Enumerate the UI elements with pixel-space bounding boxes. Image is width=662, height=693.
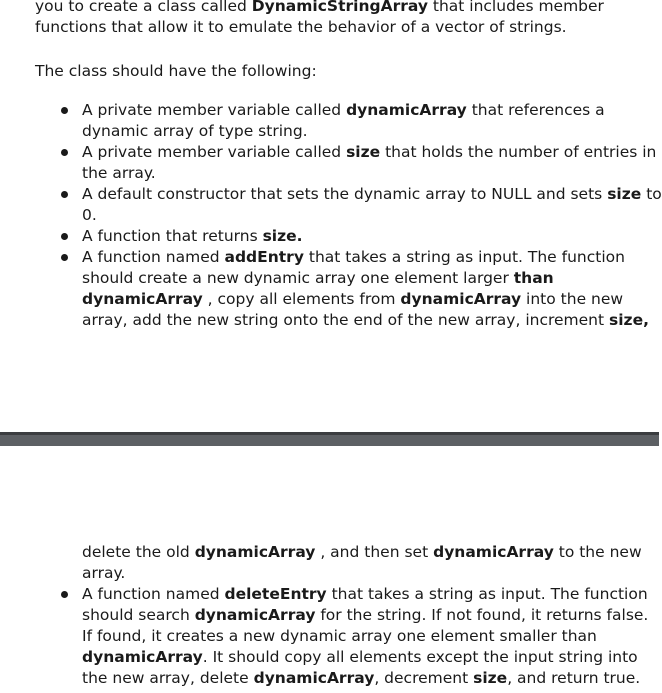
bold-run: size [607, 185, 642, 203]
text-run: that includes member [427, 0, 604, 15]
text-run: , and then set [315, 543, 434, 561]
bold-run: deleteEntry [224, 585, 327, 603]
bullet-line [82, 647, 638, 668]
text-run: A function named [82, 248, 225, 266]
bold-run: size [346, 143, 381, 161]
continuation-line [82, 542, 642, 563]
text-run: into the new [521, 290, 624, 308]
bullet-line [82, 289, 623, 310]
bold-run: dynamicArray [400, 290, 522, 308]
bold-run: size [473, 669, 508, 687]
text-run: If found, it creates a new dynamic array one element smaller than [82, 627, 597, 645]
text-run: you to create a class called [35, 0, 252, 15]
bold-run: dynamicArray [194, 606, 316, 624]
continuation-line [82, 563, 125, 584]
bold-run: dynamicArray [346, 101, 467, 119]
bullet-line [82, 584, 648, 605]
bold-run: addEntry [224, 248, 304, 266]
bullet-line [82, 626, 597, 647]
text-run: array. [82, 564, 126, 582]
text-run: . It should copy all elements except the input string into [202, 648, 638, 666]
text-run: that holds the number of entries in [380, 143, 657, 161]
text-run: that references a [466, 101, 605, 119]
text-run: A private member variable called [82, 101, 347, 119]
text-run: A private member variable called [82, 143, 347, 161]
text-run: functions that allow it to emulate the behavior of a vector of strings. [35, 18, 567, 36]
text-run: A default constructor that sets the dynamic array to NULL and sets [82, 185, 608, 203]
text-run: that takes a string as input. The function [303, 248, 625, 266]
bullet-line [82, 184, 662, 205]
text-run: for the string. If not found, it returns false. [315, 606, 649, 624]
text-run: the array. [82, 164, 156, 182]
bullet-line [82, 205, 97, 226]
text-run: to the new [553, 543, 642, 561]
text-run: A function named [82, 585, 225, 603]
bullet-line [82, 226, 303, 247]
lead-in-text: The class should have the following: [35, 62, 317, 80]
bold-run: dynamicArray [253, 669, 375, 687]
text-run: dynamic array of type string. [82, 122, 308, 140]
bullet-marker [61, 233, 68, 240]
bullet-line [82, 310, 649, 331]
bullet-line [82, 605, 648, 626]
bullet-line [82, 142, 656, 163]
intro-line [35, 17, 567, 38]
text-run: , and return true. [507, 669, 641, 687]
bullet-line [82, 268, 554, 289]
bullet-marker [61, 254, 68, 261]
text-run: 0. [82, 206, 97, 224]
text-run: to [641, 185, 662, 203]
text-run: should create a new dynamic array one element larger [82, 269, 514, 287]
bold-run: DynamicStringArray [251, 0, 428, 15]
bullet-marker [61, 107, 68, 114]
text-run: , decrement [374, 669, 474, 687]
bullet-line [82, 121, 308, 142]
intro-line [35, 0, 604, 17]
page-break-divider [0, 432, 659, 446]
bold-run: size. [262, 227, 303, 245]
bold-run: dynamicArray [194, 543, 316, 561]
text-run: the new array, delete [82, 669, 254, 687]
text-run: should search [82, 606, 195, 624]
document-page-bottom [0, 446, 659, 693]
bullet-line [82, 163, 156, 184]
bold-run: size, [609, 311, 649, 329]
bullet-line [82, 100, 605, 121]
bullet-line [82, 247, 625, 268]
text-run: , copy all elements from [202, 290, 401, 308]
bold-run: dynamicArray [82, 290, 203, 308]
bold-run: dynamicArray [433, 543, 554, 561]
bold-run: than [513, 269, 554, 287]
text-run: A function that returns [82, 227, 263, 245]
text-run: delete the old [82, 543, 195, 561]
text-run: array, add the new string onto the end of the new array, increment [82, 311, 610, 329]
bullet-line [82, 668, 640, 689]
bullet-marker [61, 591, 68, 598]
text-run: that takes a string as input. The function [326, 585, 648, 603]
bold-run: dynamicArray [82, 648, 203, 666]
bullet-marker [61, 191, 68, 198]
bullet-marker [61, 149, 68, 156]
